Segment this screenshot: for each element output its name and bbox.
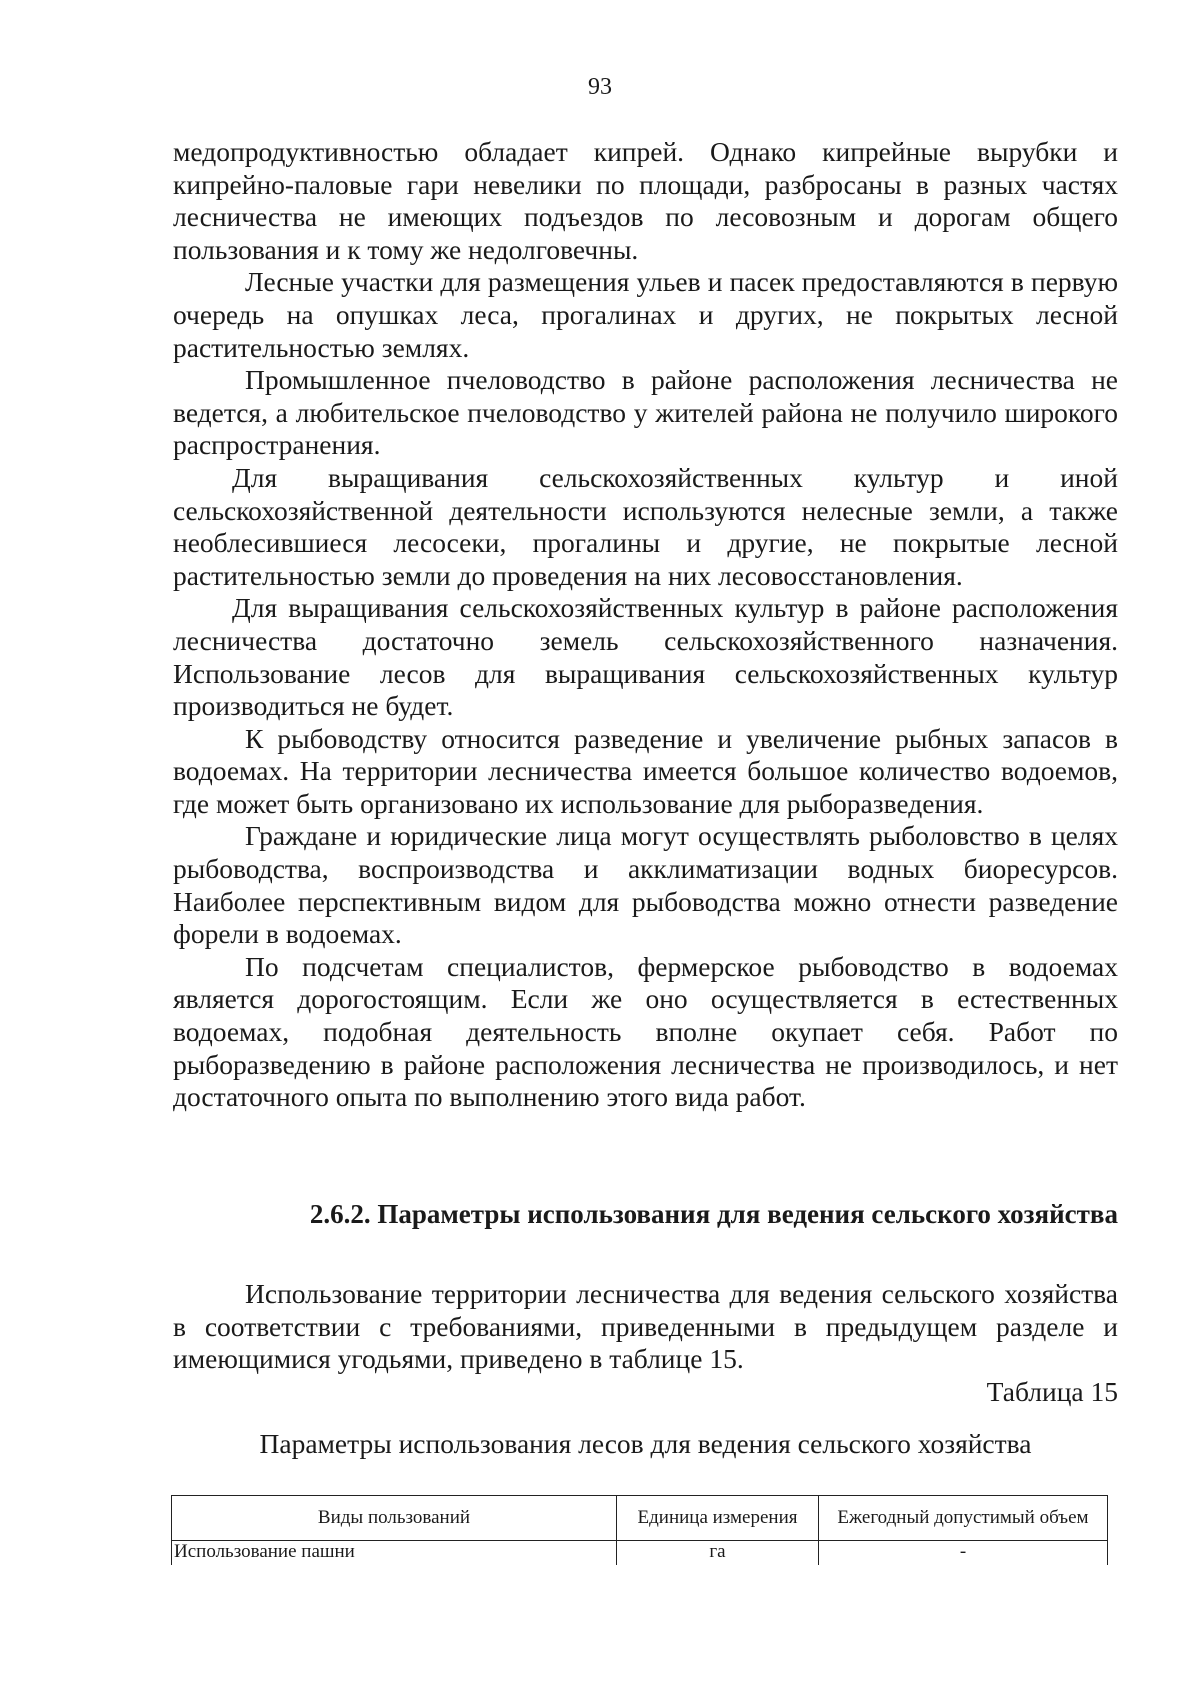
table-cell: га: [617, 1541, 819, 1566]
table-cell: Использование пашни: [172, 1541, 617, 1566]
paragraph: По подсчетам специалистов, фермерское рыбоводство в водоемах является дорогостоящим. Если же оно осуществляется в естественных водоемах, подобная деятельность вполне окупает себя. Работ по рыборазведению в районе расположения лесничества не производилось, и нет достаточного опыта по выполнению этого вида работ.: [173, 950, 1118, 1113]
column-header: Единица измерения: [617, 1496, 819, 1541]
paragraph: Лесные участки для размещения ульев и пасек предоставляются в первую очередь на опушках леса, прогалинах и других, не покрытых лесной растительностью землях.: [173, 266, 1118, 363]
column-header: Виды пользований: [172, 1496, 617, 1541]
table-row: [172, 1541, 1108, 1566]
section-text: [173, 1278, 1118, 1376]
paragraph: Использование территории лесничества для ведения сельского хозяйства в соответствии с требованиями, приведенными в предыдущем разделе и имеющимися угодьями, приведено в таблице 15.: [173, 1278, 1118, 1375]
table-label: Таблица 15: [986, 1376, 1118, 1407]
paragraph: медопродуктивностью обладает кипрей. Однако кипрейные вырубки и кипрейно-паловые гари невелики по площади, разбросаны в разных частях лесничества не имеющих подъездов по лесовозным и дорогам общего пользования и к тому же недолговечны.: [173, 136, 1118, 265]
column-header: Ежегодный допустимый объем: [819, 1496, 1108, 1541]
table-title: Параметры использования лесов для ведения сельского хозяйства: [259, 1428, 1032, 1459]
paragraph: К рыбоводству относится разведение и увеличение рыбных запасов в водоемах. На территории лесничества имеется большое количество водоемов, где может быть организовано их использование для рыборазведения.: [173, 722, 1118, 819]
paragraph: Граждане и юридические лица могут осуществлять рыболовство в целях рыбоводства, воспроизводства и акклиматизации водных биоресурсов. Наиболее перспективным видом для рыбоводства можно отнести разведение форели в водоемах.: [173, 820, 1118, 950]
table-cell: -: [819, 1541, 1108, 1566]
table-header-row: [172, 1496, 1108, 1541]
paragraph: Промышленное пчеловодство в районе расположения лесничества не ведется, а любительское пчеловодство у жителей района не получило широкого распространения.: [173, 364, 1118, 461]
page-number: 93: [588, 74, 612, 100]
section-heading: 2.6.2. Параметры использования для ведения сельского хозяйства: [309, 1199, 1118, 1229]
main-text: [173, 136, 1118, 1114]
parameters-table: [171, 1495, 1108, 1565]
paragraph: Для выращивания сельскохозяйственных культур в районе расположения лесничества достаточно земель сельскохозяйственного назначения. Использование лесов для выращивания сельскохозяйственных культур производиться не будет.: [173, 592, 1118, 722]
paragraph: Для выращивания сельскохозяйственных культур и иной сельскохозяйственной деятельности используются нелесные земли, а также необлесившиеся лесосеки, прогалины и другие, не покрытые лесной растительностью земли до проведения на них лесовосстановления.: [173, 461, 1118, 591]
